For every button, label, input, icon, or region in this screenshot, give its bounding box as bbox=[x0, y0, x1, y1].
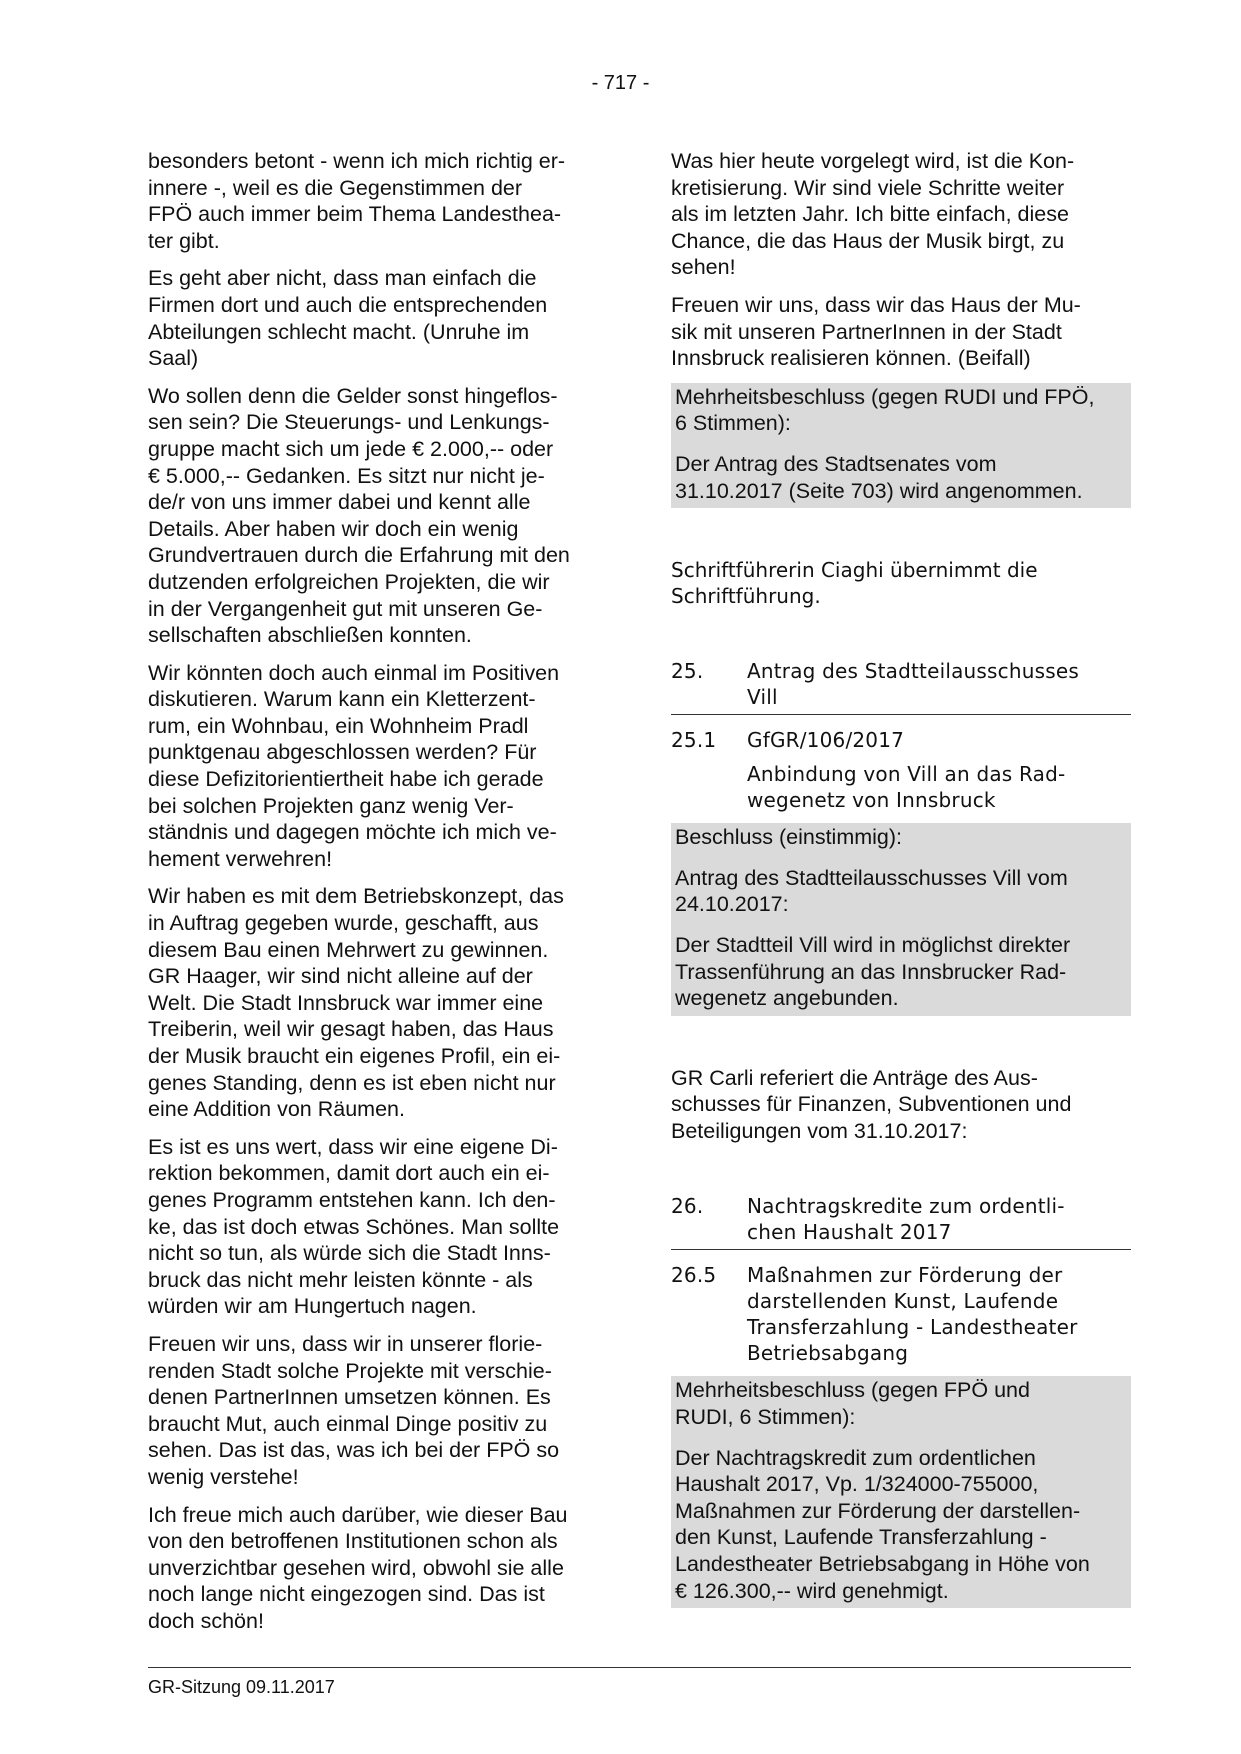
paragraph: Es geht aber nicht, dass man einfach die Firmen dort und auch die entsprechenden Abteilungen schlecht macht. (Unruhe im Saal) bbox=[148, 266, 548, 371]
decision-text: Der Stadtteil Vill wird in möglichst direkter Trassenführung an das Innsbrucker Rad- wegenetz angebunden. bbox=[671, 922, 1131, 1016]
paragraph: Freuen wir uns, dass wir das Haus der Mu- sik mit unseren PartnerInnen in der Stadt Innsbruck realisieren können. (Beifall) bbox=[671, 292, 1081, 371]
decision-label: Mehrheitsbeschluss (gegen FPÖ und RUDI, 6 Stimmen): bbox=[671, 1376, 1131, 1434]
paragraph: Freuen wir uns, dass wir in unserer florie- renden Stadt solche Projekte mit verschie- denen PartnerInnen umsetzen können. Es braucht Mut, auch einmal Dinge positiv zu sehen. Das ist das, was ich bei der FPÖ so wenig verstehe! bbox=[148, 1331, 560, 1489]
decision-label: Beschluss (einstimmig): bbox=[671, 823, 1131, 855]
sub-item-title: Anbindung von Vill an das Rad- wegenetz von Innsbruck bbox=[747, 762, 1066, 813]
item-title: Nachtragskredite zum ordentli- chen Haushalt 2017 bbox=[747, 1194, 1065, 1245]
note-report: GR Carli referiert die Anträge des Aus- schusses für Finanzen, Subventionen und Beteiligungen vom 31.10.2017: bbox=[671, 1065, 1072, 1143]
paragraph: Ich freue mich auch darüber, wie dieser Bau von den betroffenen Institutionen schon als unverzichtbar gesehen wird, obwohl sie alle noch lange nicht eingezogen sind. Das ist doch schön! bbox=[148, 1502, 568, 1633]
sub-item-number: 26.5 bbox=[671, 1263, 717, 1288]
footer: GR-Sitzung 09.11.2017 bbox=[148, 1677, 335, 1697]
item-number: 26. bbox=[671, 1194, 704, 1219]
agenda-item-26 bbox=[671, 1193, 1131, 1250]
decision-label: Mehrheitsbeschluss (gegen RUDI und FPÖ, 6 Stimmen): bbox=[671, 383, 1131, 441]
sub-item-26-5 bbox=[671, 1262, 1131, 1366]
item-number: 25. bbox=[671, 659, 704, 684]
paragraph: Was hier heute vorgelegt wird, ist die Kon- kretisierung. Wir sind viele Schritte weiter als im letzten Jahr. Ich bitte einfach, diese Chance, die das Haus der Musik birgt, zu sehen! bbox=[671, 149, 1075, 280]
paragraph: Wir haben es mit dem Betriebskonzept, das in Auftrag gegeben wurde, geschafft, aus diesem Bau einen Mehrwert zu gewinnen. GR Haager, wir sind nicht alleine auf der Welt. Die Stadt Innsbruck war immer eine Treiberin, weil wir gesagt haben, das Haus der Musik braucht ein eigenes Profil, ein ei- genes Standing, denn es ist eben nicht nur eine Addition von Räumen. bbox=[148, 884, 564, 1122]
sub-item-number: 25.1 bbox=[671, 728, 717, 753]
item-title: Antrag des Stadtteilausschusses Vill bbox=[747, 659, 1079, 710]
agenda-item-25 bbox=[671, 658, 1131, 715]
left-column bbox=[148, 148, 606, 1645]
right-column bbox=[671, 148, 1131, 1619]
sub-item-code: GfGR/106/2017 bbox=[747, 728, 905, 753]
decision-text: Der Nachtragskredit zum ordentlichen Haushalt 2017, Vp. 1/324000-755000, Maßnahmen zur Förderung der darstellen- den Kunst, Laufende Transferzahlung - Landestheater Betriebsabgang in Höhe von € 126.300,-- wird genehmigt. bbox=[671, 1435, 1131, 1609]
decision-reference: Antrag des Stadtteilausschusses Vill vom 24.10.2017: bbox=[671, 855, 1131, 922]
decision-box-2 bbox=[671, 823, 1131, 1016]
decision-box-1 bbox=[671, 383, 1131, 508]
footer-divider bbox=[148, 1667, 1131, 1668]
paragraph: Wir könnten doch auch einmal im Positiven diskutieren. Warum kann ein Kletterzent- rum, ein Wohnbau, ein Wohnheim Pradl punktgenau abgeschlossen werden? Für diese Defizitorientiertheit habe ich gerade bei solchen Projekten ganz wenig Ver- ständnis und dagegen möchte ich mich ve- hement verwehren! bbox=[148, 660, 560, 871]
paragraph: besonders betont - wenn ich mich richtig er- innere -, weil es die Gegenstimmen der FPÖ auch immer beim Thema Landesthea- ter gibt. bbox=[148, 149, 566, 253]
sub-item-25-1 bbox=[671, 727, 1131, 753]
note-secretary: Schriftführerin Ciaghi übernimmt die Schriftführung. bbox=[671, 558, 1038, 609]
decision-text: Der Antrag des Stadtsenates vom 31.10.2017 (Seite 703) wird angenommen. bbox=[671, 441, 1131, 508]
paragraph: Es ist es uns wert, dass wir eine eigene Di- rektion bekommen, damit dort auch ein ei- genes Programm entstehen kann. Ich den- ke, das ist doch etwas Schönes. Man sollte nicht so tun, als würde sich die Stadt Inns- bruck das nicht mehr leisten könnte - als würden wir am Hungertuch nagen. bbox=[148, 1134, 560, 1319]
decision-box-3 bbox=[671, 1376, 1131, 1608]
sub-item-title: Maßnahmen zur Förderung der darstellenden Kunst, Laufende Transferzahlung - Landestheater Betriebsabgang bbox=[747, 1263, 1078, 1366]
page-number: - 717 - bbox=[591, 72, 650, 94]
paragraph: Wo sollen denn die Gelder sonst hingeflos- sen sein? Die Steuerungs- und Lenkungs- gruppe macht sich um jede € 2.000,-- oder € 5.000,-- Gedanken. Es sitzt nur nicht je- de/r von uns immer dabei und kennt alle Details. Aber haben wir doch ein wenig Grundvertrauen durch die Erfahrung mit den dutzenden erfolgreichen Projekten, die wir in der Vergangenheit gut mit unseren Ge- sellschaften abschließen konnten. bbox=[148, 383, 570, 648]
